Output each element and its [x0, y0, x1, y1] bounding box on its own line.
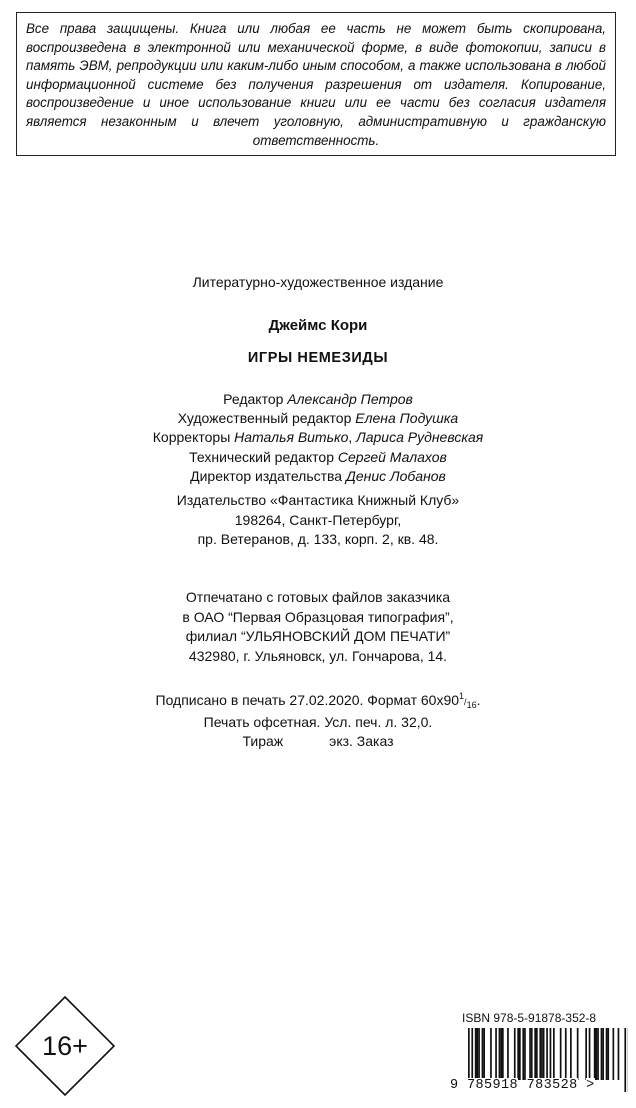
book-title	[0, 349, 636, 368]
barcode-bar	[585, 1028, 587, 1080]
barcode-bar	[596, 1028, 598, 1080]
publisher-line: пр. Ветеранов, д. 133, корп. 2, кв. 48.	[197, 531, 439, 547]
credit-art-editor	[0, 409, 636, 428]
printer-line: 432980, г. Ульяновск, ул. Гончарова, 14.	[188, 647, 448, 664]
printer-info	[0, 588, 636, 666]
credit-role: Корректоры	[152, 429, 231, 446]
barcode-bar	[536, 1028, 538, 1080]
barcode-bar	[539, 1028, 541, 1080]
barcode-bar	[607, 1028, 609, 1080]
signed-for-print-suffix: .	[476, 692, 481, 708]
barcode-bar	[601, 1028, 603, 1080]
print-type-line: Печать офсетная. Усл. печ. л. 32,0.	[203, 713, 433, 730]
credit-proofreaders	[0, 428, 636, 447]
age-rating-badge	[14, 995, 116, 1097]
format-slash: /	[464, 697, 467, 707]
barcode-bar	[499, 1028, 501, 1080]
barcode-bar	[519, 1028, 521, 1080]
format-denominator: 16	[466, 700, 477, 710]
barcode-bar	[482, 1028, 484, 1080]
credit-technical-editor	[0, 448, 636, 467]
barcode-right-group: 783528	[526, 1078, 578, 1093]
barcode-bar	[524, 1028, 526, 1080]
barcode-bar	[565, 1028, 567, 1080]
signed-for-print-text: Подписано в печать 27.02.2020. Формат 60x90	[155, 692, 460, 708]
printer-line: Отпечатано с готовых файлов заказчика	[185, 589, 451, 605]
barcode-bar	[597, 1028, 599, 1080]
barcode-bar	[543, 1028, 545, 1080]
barcode-bar	[478, 1028, 480, 1080]
credit-person: Александр Петров	[287, 391, 413, 407]
barcode-bar	[577, 1028, 579, 1080]
format-fraction	[459, 691, 477, 710]
credit-person: Елена Подушка	[355, 410, 459, 427]
format-numerator: 1	[459, 691, 465, 701]
publisher-info	[0, 491, 636, 550]
barcode-bar	[502, 1028, 504, 1080]
age-rating-label: 16+	[42, 1030, 88, 1061]
barcode-bar	[606, 1028, 608, 1080]
barcode-bar	[490, 1028, 492, 1080]
barcode-bar	[570, 1028, 572, 1080]
barcode-quiet-zone-marker: >	[586, 1078, 595, 1093]
barcode-bar	[541, 1028, 543, 1080]
credit-role: Художественный редактор	[177, 410, 352, 427]
credit-person: Лариса Рудневская	[356, 429, 484, 446]
barcode-bar	[534, 1028, 536, 1080]
signed-for-print-line	[0, 691, 636, 713]
barcode-bar	[560, 1028, 562, 1080]
barcode-left-group: 785918	[467, 1078, 519, 1093]
book-title-text: ИГРЫ НЕМЕЗИДЫ	[247, 350, 389, 366]
credit-person: Сергей Малахов	[337, 448, 447, 465]
barcode-bar	[618, 1028, 620, 1080]
credit-role: Технический редактор	[189, 448, 334, 465]
barcode-bar	[495, 1028, 497, 1080]
credit-person: Денис Лобанов	[346, 467, 446, 484]
edition-type	[0, 273, 636, 292]
publisher-line: Издательство «Фантастика Книжный Клуб»	[176, 492, 460, 508]
credit-role: Редактор	[223, 391, 284, 407]
circulation-unit: экз. Заказ	[329, 733, 394, 749]
barcode-bar	[529, 1028, 531, 1080]
circulation-label: Тираж	[242, 733, 284, 749]
edition-type-text: Литературно-художественное издание	[192, 274, 444, 290]
barcode-digits	[450, 1078, 630, 1093]
credits-list	[0, 390, 636, 486]
barcode-first-digit: 9	[450, 1078, 459, 1093]
barcode-bar	[477, 1028, 479, 1080]
author-name-text: Джеймс Кори	[268, 317, 368, 334]
barcode-bar	[613, 1028, 615, 1080]
author-name	[0, 316, 636, 335]
barcode-bar	[589, 1028, 591, 1080]
printer-line: филиал “УЛЬЯНОВСКИЙ ДОМ ПЕЧАТИ”	[185, 628, 451, 644]
copyright-notice-box	[16, 12, 616, 156]
barcode-bar	[594, 1028, 596, 1080]
barcode-bar	[531, 1028, 533, 1080]
barcode-bar	[514, 1028, 516, 1080]
circulation-line	[0, 732, 636, 752]
barcode-bar	[602, 1028, 604, 1080]
barcode-bar	[522, 1028, 524, 1080]
ean13-barcode	[452, 1028, 628, 1108]
print-data	[0, 691, 636, 752]
barcode-bar	[500, 1028, 502, 1080]
barcode-bar	[483, 1028, 485, 1080]
publisher-line: 198264, Санкт-Петербург,	[234, 511, 402, 528]
copyright-notice-text: Все права защищены. Книга или любая ее часть не может быть скопирована, воспроизведена в электронной или механической форме, в виде фотокопии, записи в память ЭВМ, репродукции или каким-либо иным способом, а также использована в любой информационной системе без получения разрешения от издателя. Копирование, воспроизведение и иное использование книги или ее части без согласия издателя является незаконным и влечет уголовную, административную и гражданскую ответственность.	[26, 21, 606, 148]
barcode-bar	[517, 1028, 519, 1080]
credit-editor	[0, 390, 636, 409]
credit-role: Директор издательства	[190, 467, 343, 484]
isbn-number: ISBN 978-5-91878-352-8	[462, 1011, 597, 1025]
barcode-bar	[553, 1028, 555, 1080]
barcode-bar	[507, 1028, 509, 1080]
printer-line: в ОАО “Первая Образцовая типография”,	[182, 608, 454, 625]
credit-separator: ,	[348, 429, 357, 446]
credit-director	[0, 467, 636, 486]
credit-person: Наталья Витько	[234, 429, 349, 446]
barcode-bar	[475, 1028, 477, 1080]
